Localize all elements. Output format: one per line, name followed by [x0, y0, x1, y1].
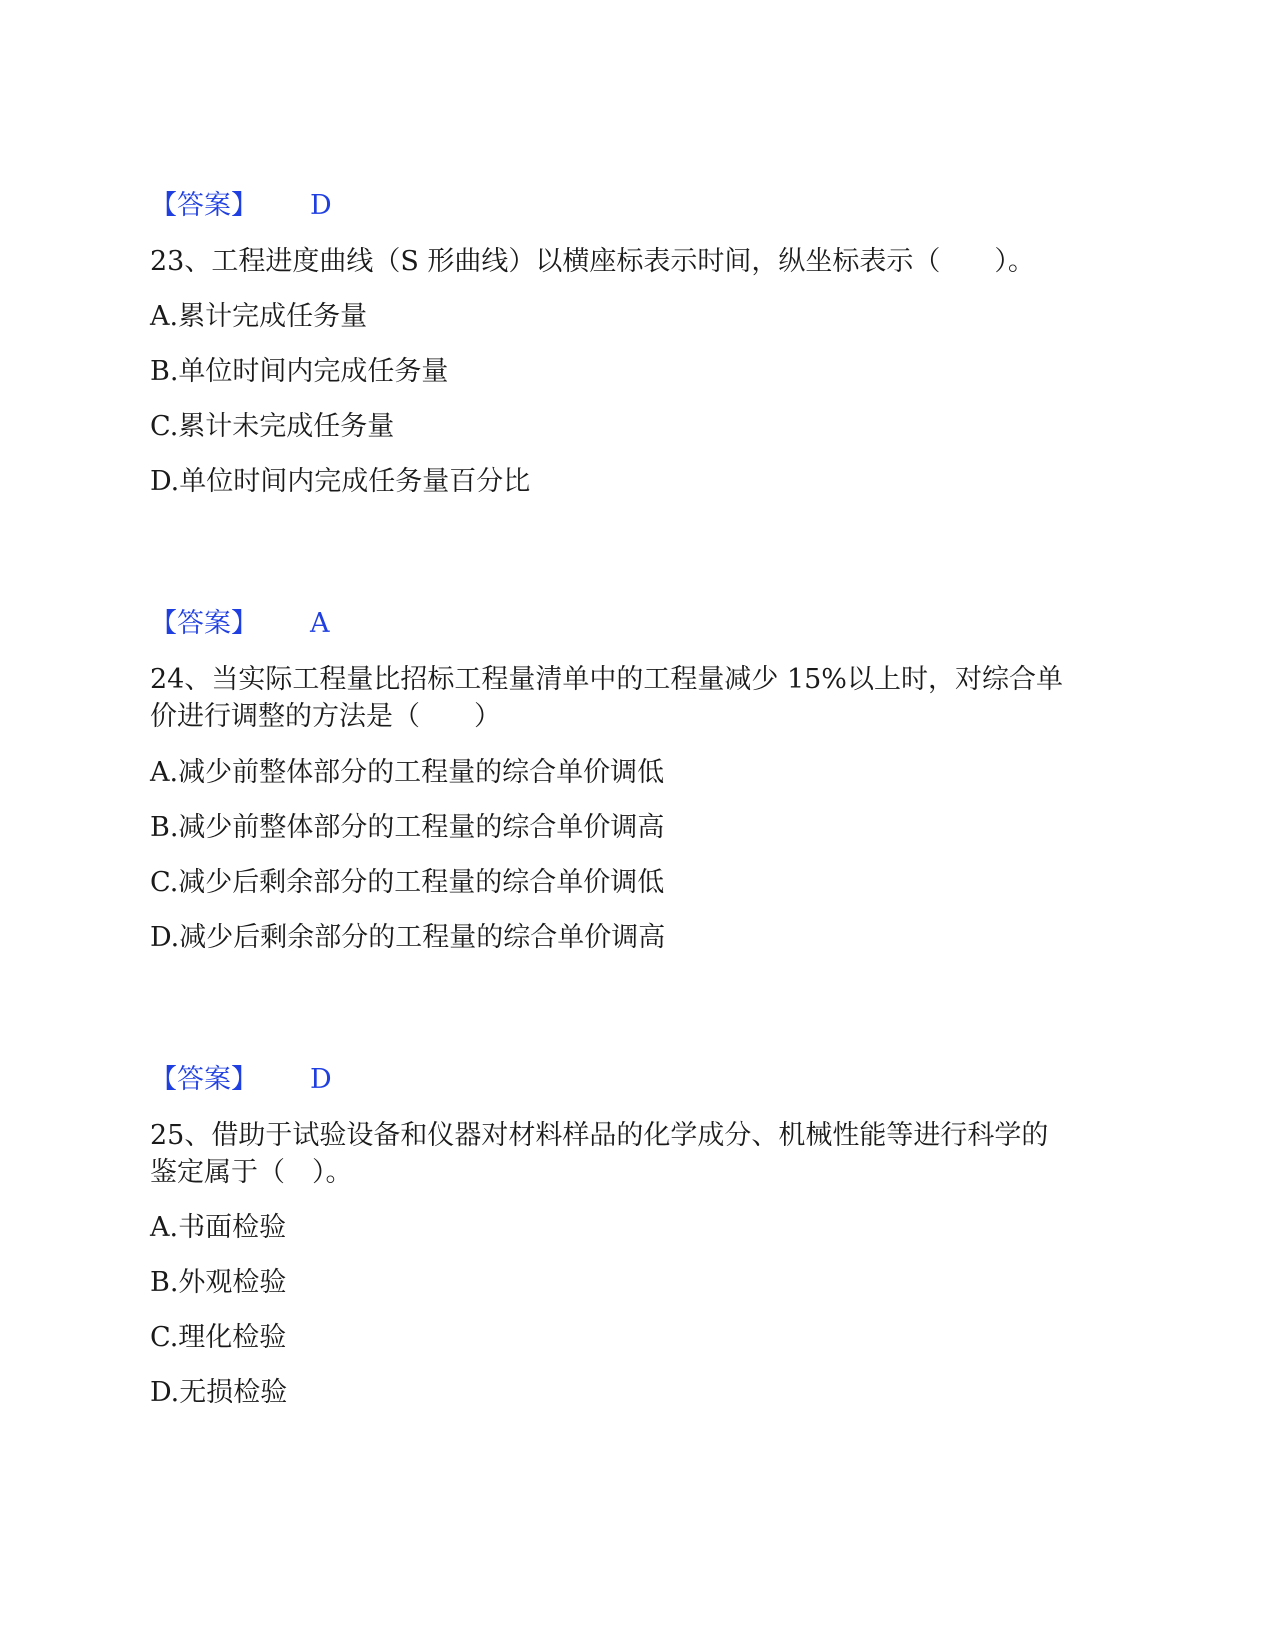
answer-line [150, 188, 332, 224]
option-c: C.理化检验 [150, 1322, 287, 1353]
answer-line [150, 606, 330, 642]
option-c: C.累计未完成任务量 [150, 411, 395, 442]
answer-value: D [310, 190, 332, 221]
option-b: B.减少前整体部分的工程量的综合单价调高 [150, 812, 665, 843]
option-a: A.累计完成任务量 [150, 301, 368, 332]
answer-line [150, 1062, 332, 1098]
question-text: 24、当实际工程量比招标工程量清单中的工程量减少 15%以上时，对综合单 [150, 664, 1063, 695]
answer-value: A [310, 608, 330, 639]
option-d: D.单位时间内完成任务量百分比 [150, 466, 531, 497]
answer-tag: 【答案】 [150, 608, 258, 639]
question-text: 23、工程进度曲线（S 形曲线）以横座标表示时间，纵坐标表示（ ）。 [150, 246, 1035, 277]
answer-tag: 【答案】 [150, 190, 258, 221]
option-d: D.无损检验 [150, 1377, 288, 1408]
question-text-continued: 价进行调整的方法是（ ） [150, 701, 501, 732]
option-b: B.外观检验 [150, 1267, 287, 1298]
answer-tag: 【答案】 [150, 1064, 258, 1095]
answer-value: D [310, 1064, 332, 1095]
option-a: A.减少前整体部分的工程量的综合单价调低 [150, 757, 665, 788]
option-c: C.减少后剩余部分的工程量的综合单价调低 [150, 867, 665, 898]
option-b: B.单位时间内完成任务量 [150, 356, 449, 387]
option-a: A.书面检验 [150, 1212, 287, 1243]
question-text: 25、借助于试验设备和仪器对材料样品的化学成分、机械性能等进行科学的 [150, 1120, 1049, 1151]
question-text-continued: 鉴定属于（ ）。 [150, 1157, 353, 1188]
option-d: D.减少后剩余部分的工程量的综合单价调高 [150, 922, 666, 953]
